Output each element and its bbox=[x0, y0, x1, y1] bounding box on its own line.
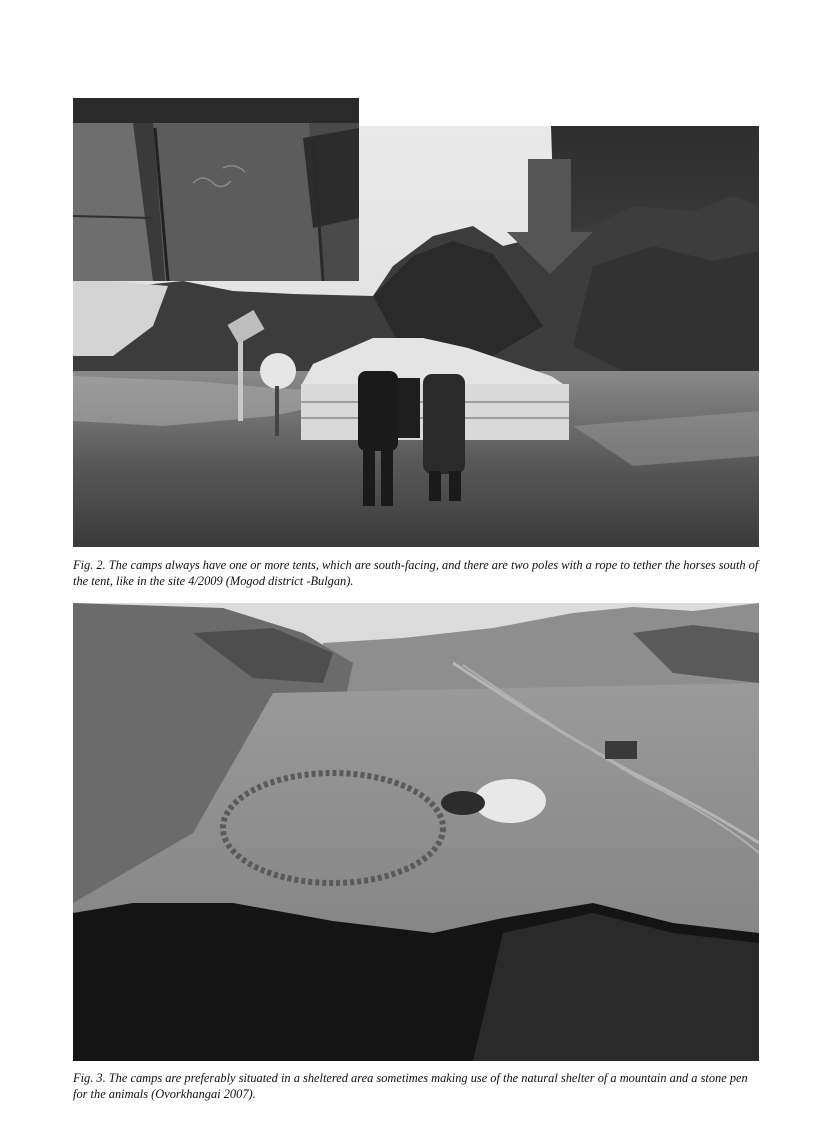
figure-2-inset-photo bbox=[73, 98, 359, 281]
figure-3-caption: Fig. 3. The camps are preferably situated in a sheltered area sometimes making use of the natural shelter of a mountain and a stone pen for the animals (Ovorkhangai 2007). bbox=[73, 1071, 748, 1101]
figure-2-caption: Fig. 2. The camps always have one or more tents, which are south-facing, and there are two poles with a rope to tether the horses south of the tent, like in the site 4/2009 (Mogod district -Bulgan). bbox=[73, 558, 759, 588]
figure-3-photo bbox=[73, 603, 759, 1061]
